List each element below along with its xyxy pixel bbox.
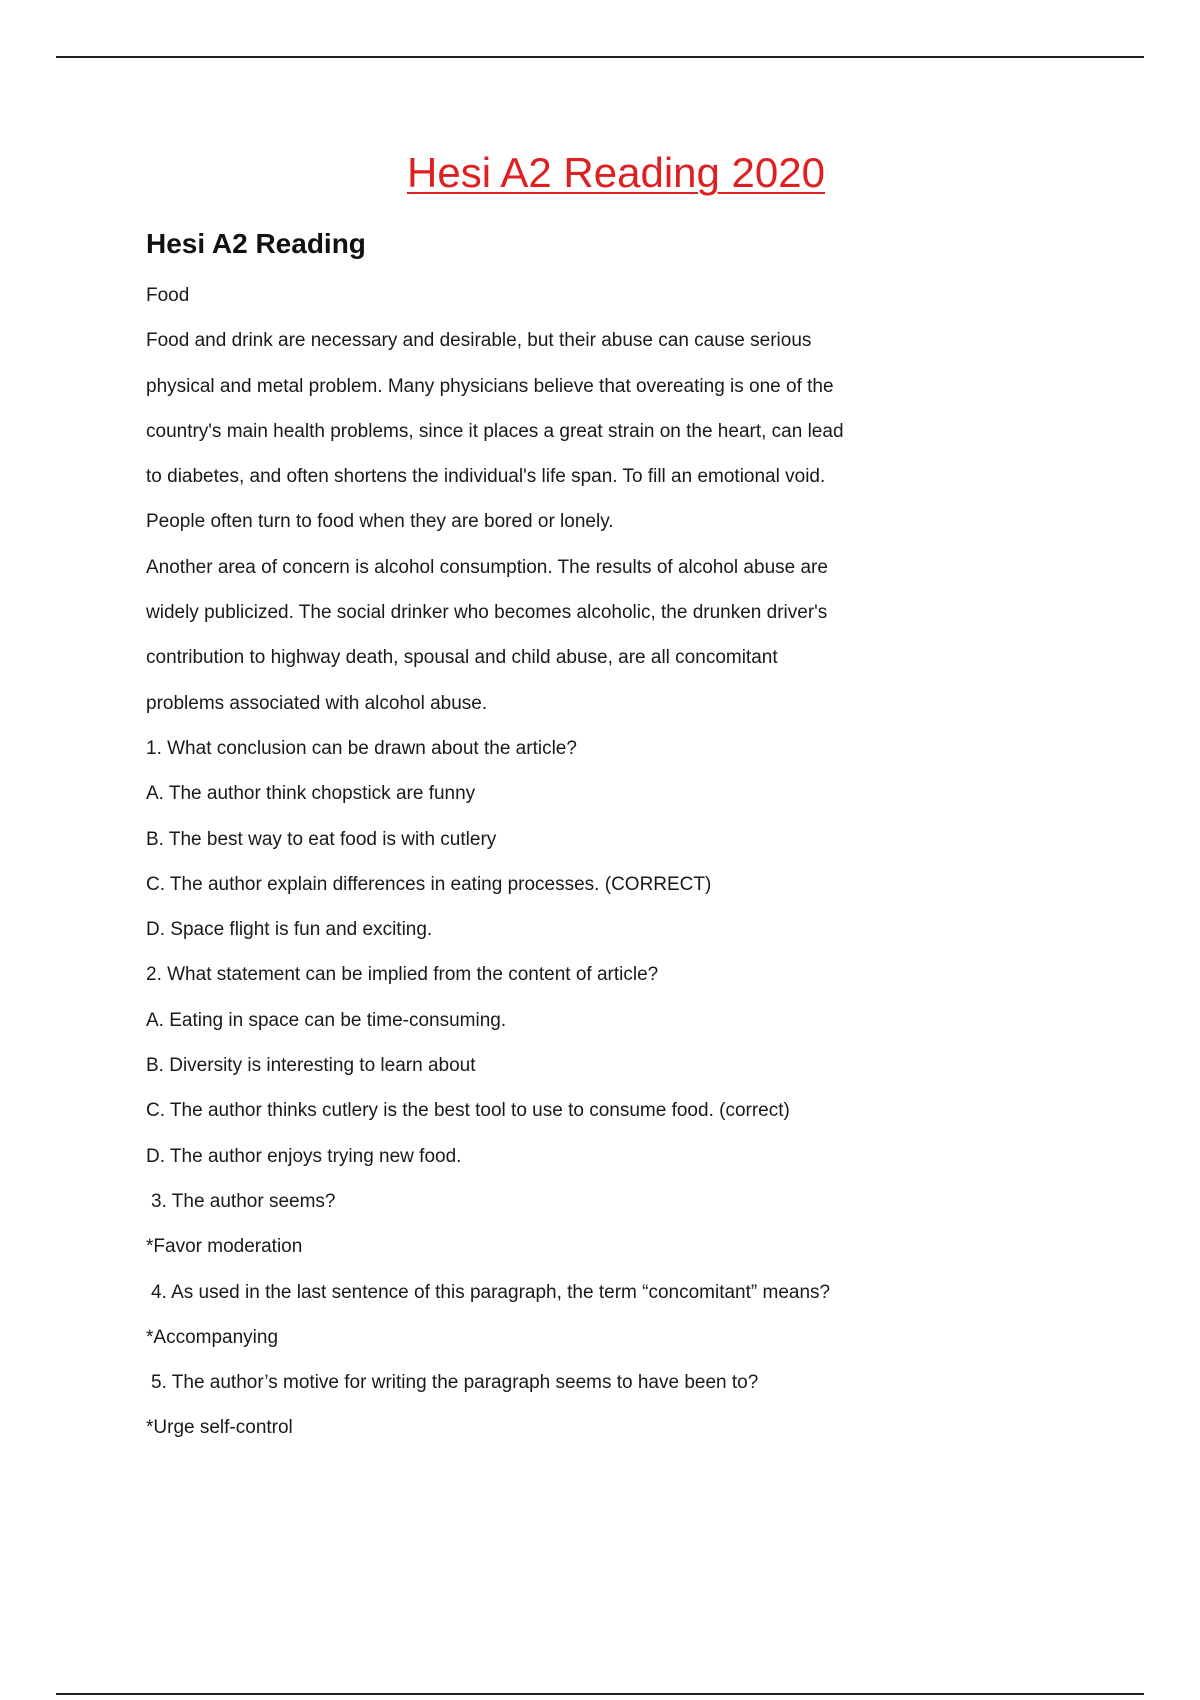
passage-line: problems associated with alcohol abuse. bbox=[146, 692, 488, 714]
passage-line: physical and metal problem. Many physicians believe that overeating is one of the bbox=[146, 375, 834, 397]
answer-option: D. The author enjoys trying new food. bbox=[146, 1145, 462, 1167]
bottom-rule bbox=[56, 1693, 1144, 1695]
question-answer: *Accompanying bbox=[146, 1326, 279, 1348]
question-prompt: 3. The author seems? bbox=[151, 1190, 336, 1212]
question-5 bbox=[146, 1370, 926, 1461]
answer-option: C. The author thinks cutlery is the best tool to use to consume food. (correct) bbox=[146, 1100, 790, 1122]
answer-option: B. The best way to eat food is with cutlery bbox=[146, 828, 497, 850]
question-2 bbox=[146, 962, 926, 1188]
top-rule bbox=[56, 56, 1144, 58]
passage-topic: Food bbox=[146, 285, 190, 306]
passage-line: Food and drink are necessary and desirable, but their abuse can cause serious bbox=[146, 330, 812, 352]
question-prompt: 2. What statement can be implied from the content of article? bbox=[146, 964, 659, 986]
question-prompt: 4. As used in the last sentence of this paragraph, the term “concomitant” means? bbox=[151, 1281, 831, 1303]
question-answer: *Favor moderation bbox=[146, 1236, 303, 1258]
question-answer: *Urge self-control bbox=[146, 1417, 293, 1439]
answer-option: A. The author think chopstick are funny bbox=[146, 783, 476, 805]
document-title: Hesi A2 Reading 2020 bbox=[407, 149, 825, 196]
passage-line: country's main health problems, since it places a great strain on the heart, can lead bbox=[146, 420, 844, 442]
document-body bbox=[146, 283, 926, 1461]
answer-option: C. The author explain differences in eating processes. (CORRECT) bbox=[146, 873, 712, 895]
passage-line: Another area of concern is alcohol consumption. The results of alcohol abuse are bbox=[146, 556, 828, 578]
passage bbox=[146, 328, 926, 736]
question-1 bbox=[146, 736, 926, 962]
question-prompt: 5. The author’s motive for writing the paragraph seems to have been to? bbox=[151, 1372, 759, 1394]
question-prompt: 1. What conclusion can be drawn about the article? bbox=[146, 737, 577, 759]
question-3 bbox=[146, 1189, 926, 1280]
answer-option: A. Eating in space can be time-consuming. bbox=[146, 1009, 507, 1031]
passage-line: widely publicized. The social drinker who becomes alcoholic, the drunken driver's bbox=[146, 602, 828, 624]
answer-option: B. Diversity is interesting to learn about bbox=[146, 1055, 476, 1077]
answer-option: D. Space flight is fun and exciting. bbox=[146, 919, 433, 941]
section-heading: Hesi A2 Reading bbox=[146, 228, 366, 259]
passage-line: to diabetes, and often shortens the individual's life span. To fill an emotional void. bbox=[146, 466, 826, 488]
passage-line: People often turn to food when they are bored or lonely. bbox=[146, 511, 614, 533]
question-4 bbox=[146, 1280, 926, 1371]
passage-line: contribution to highway death, spousal and child abuse, are all concomitant bbox=[146, 647, 778, 669]
